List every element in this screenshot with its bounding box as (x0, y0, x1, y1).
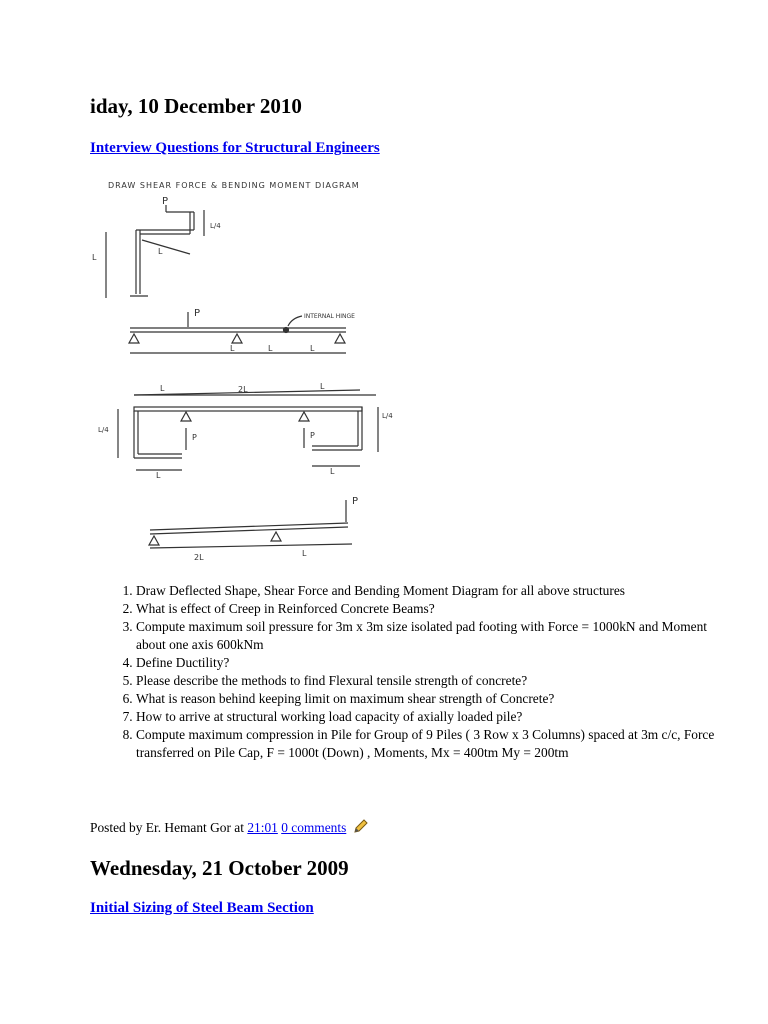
post-footer (90, 818, 369, 838)
date-header: iday, 10 December 2010 (90, 94, 302, 118)
svg-text:2L: 2L (194, 553, 204, 562)
date-header: Wednesday, 21 October 2009 (90, 856, 349, 880)
svg-text:P: P (352, 496, 359, 507)
svg-text:L: L (156, 471, 161, 480)
question-list (90, 582, 716, 762)
svg-text:L/4: L/4 (98, 426, 109, 434)
svg-text:L: L (158, 247, 163, 256)
post-time-link[interactable]: 21:01 (247, 820, 278, 835)
question-item: 1. Draw Deflected Shape, Shear Force and Bending Moment Diagram for all above structures (136, 582, 716, 600)
internal-hinge-label: INTERNAL HINGE (304, 313, 355, 320)
svg-text:L: L (92, 253, 97, 262)
svg-text:L/4: L/4 (382, 412, 393, 420)
post-title-link[interactable]: Interview Questions for Structural Engineers (90, 140, 380, 156)
sketch-title: DRAW SHEAR FORCE & BENDING MOMENT DIAGRAM (108, 181, 360, 190)
question-item: 6. What is reason behind keeping limit on maximum shear strength of Concrete? (136, 690, 716, 708)
svg-text:L: L (330, 467, 335, 476)
svg-text:P: P (192, 433, 197, 442)
post-title-link[interactable]: Initial Sizing of Steel Beam Section (90, 900, 314, 916)
edit-pencil-icon[interactable] (353, 818, 369, 838)
comments-link[interactable]: 0 comments (281, 820, 347, 835)
svg-text:2L: 2L (238, 385, 248, 394)
structural-sketch-image (90, 170, 430, 570)
question-item: 3. Compute maximum soil pressure for 3m x 3m size isolated pad footing with Force = 1000kN and Moment about one axis 600kNm (136, 618, 716, 654)
svg-text:L: L (160, 384, 165, 393)
svg-text:L/4: L/4 (210, 222, 221, 230)
svg-text:P: P (194, 308, 201, 319)
question-item: 8. Compute maximum compression in Pile for Group of 9 Piles ( 3 Row x 3 Columns) spaced at 3m c/c, Force transferred on Pile Cap, F = 1000t (Down) , Moments, Mx = 400tm My = 200tm (136, 726, 716, 762)
svg-text:L: L (302, 549, 307, 558)
question-item: 4. Define Ductility? (136, 654, 716, 672)
svg-text:L: L (268, 344, 273, 353)
svg-text:L: L (320, 382, 325, 391)
posted-by-text: Posted by Er. Hemant Gor at (90, 820, 244, 835)
question-item: 5. Please describe the methods to find Flexural tensile strength of concrete? (136, 672, 716, 690)
svg-text:P: P (310, 431, 315, 440)
svg-text:L: L (310, 344, 315, 353)
frame1-load-label: P (162, 196, 169, 207)
svg-text:L: L (230, 344, 235, 353)
question-item: 7. How to arrive at structural working load capacity of axially loaded pile? (136, 708, 716, 726)
question-item: 2. What is effect of Creep in Reinforced Concrete Beams? (136, 600, 716, 618)
